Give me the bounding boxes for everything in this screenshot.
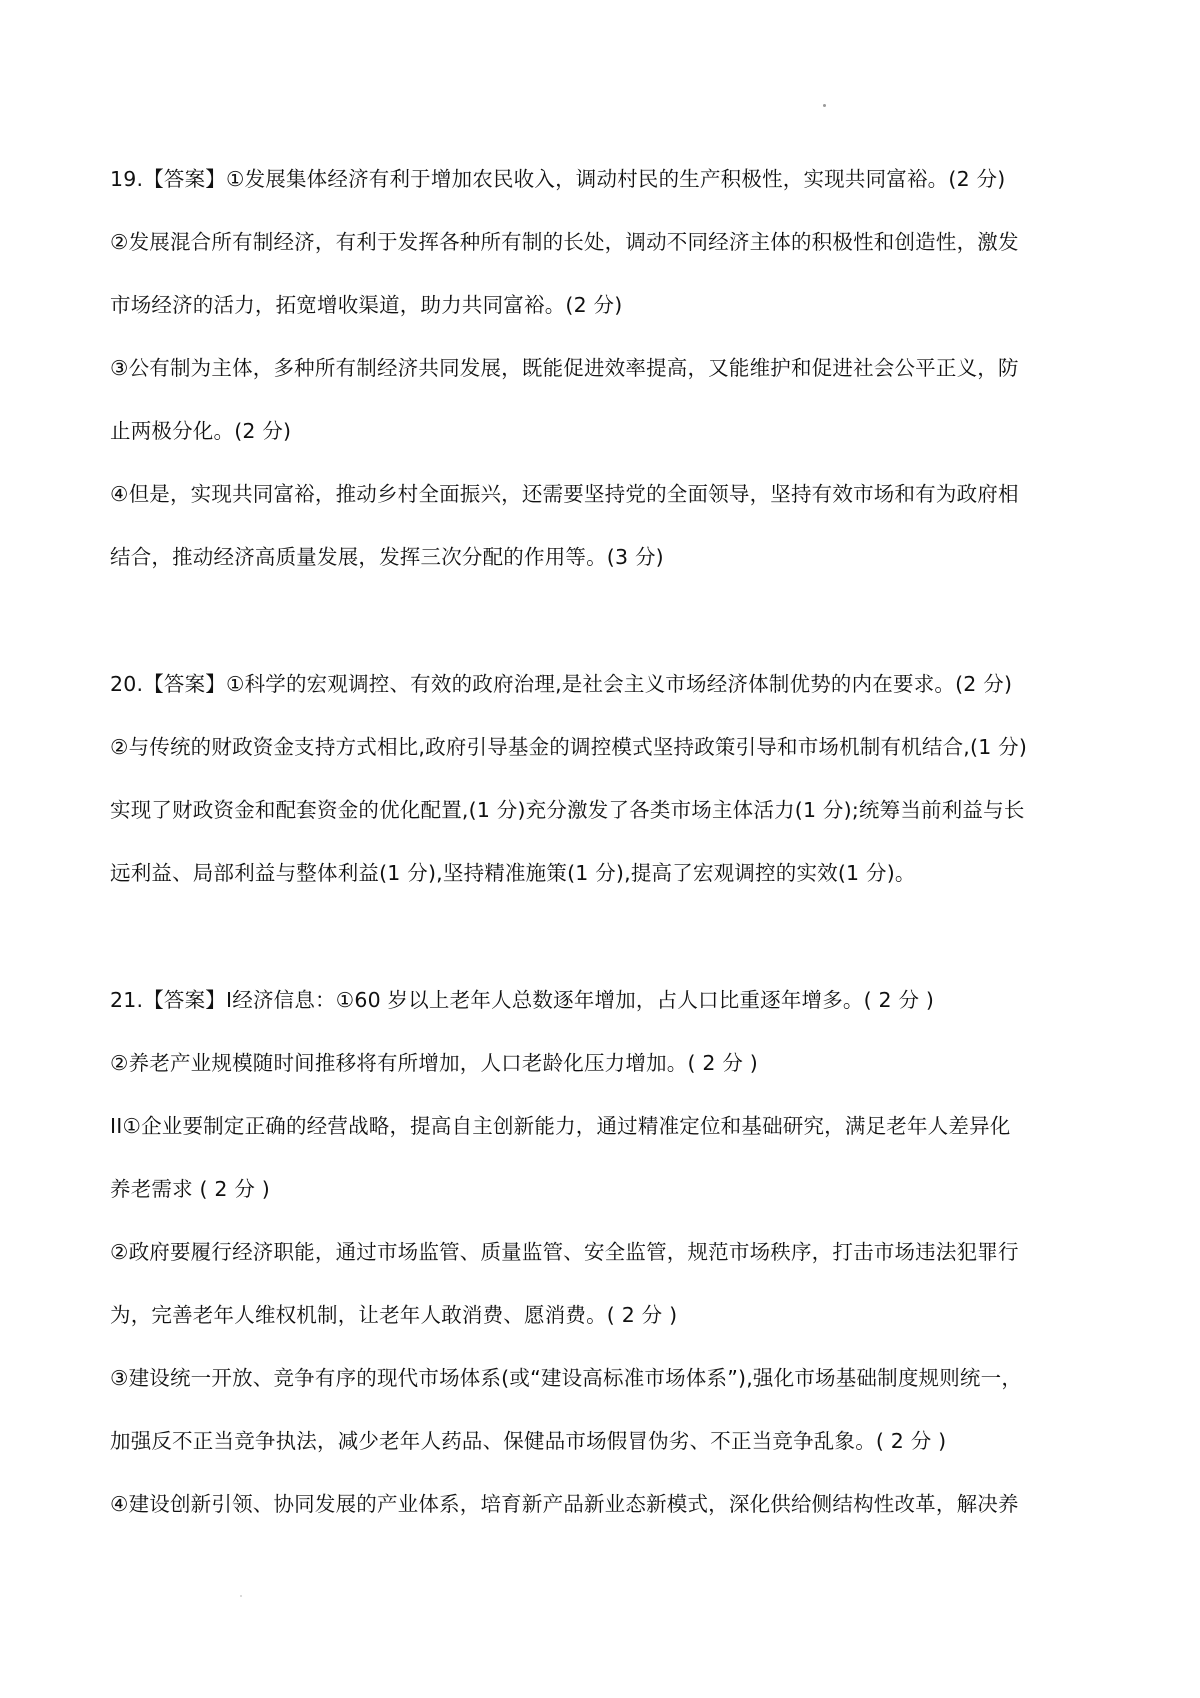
answer-21-line-5: ②政府要履行经济职能，通过市场监管、质量监管、安全监管，规范市场秩序，打击市场违法犯罪行 <box>110 1240 1019 1264</box>
answer-21-line-6: 为，完善老年人维权机制，让老年人敢消费、愿消费。( 2 分 ) <box>110 1303 678 1327</box>
answer-21-line-8: 加强反不正当竞争执法，减少老年人药品、保健品市场假冒伪劣、不正当竞争乱象。( 2 分 ) <box>110 1429 947 1453</box>
answer-20-line-2: ②与传统的财政资金支持方式相比,政府引导基金的调控模式坚持政策引导和市场机制有机结合,(1 分) <box>110 735 1028 759</box>
answer-20-line-1: 20.【答案】①科学的宏观调控、有效的政府治理,是社会主义市场经济体制优势的内在要求。(2 分) <box>110 672 1013 696</box>
answer-21-line-2: ②养老产业规模随时间推移将有所增加，人口老龄化压力增加。( 2 分 ) <box>110 1051 758 1075</box>
answer-21-line-4: 养老需求 ( 2 分 ) <box>110 1177 271 1201</box>
answer-19-line-5: 止两极分化。(2 分) <box>110 419 292 443</box>
answer-21-line-1: 21.【答案】I经济信息：①60 岁以上老年人总数逐年增加，占人口比重逐年增多。( 2 分 ) <box>110 988 935 1012</box>
answer-19-line-4: ③公有制为主体，多种所有制经济共同发展，既能促进效率提高，又能维护和促进社会公平正义，防 <box>110 356 1019 380</box>
scan-speck <box>240 1595 242 1597</box>
scan-speck <box>823 104 826 107</box>
answer-19-line-1: 19.【答案】①发展集体经济有利于增加农民收入，调动村民的生产积极性，实现共同富裕。(2 分) <box>110 167 1006 191</box>
answer-20-line-4: 远利益、局部利益与整体利益(1 分),坚持精准施策(1 分),提高了宏观调控的实效(1 分)。 <box>110 861 916 885</box>
answer-19-line-7: 结合，推动经济高质量发展，发挥三次分配的作用等。(3 分) <box>110 545 664 569</box>
answer-21-line-9: ④建设创新引领、协同发展的产业体系，培育新产品新业态新模式，深化供给侧结构性改革，解决养 <box>110 1492 1019 1516</box>
answer-21-line-7: ③建设统一开放、竞争有序的现代市场体系(或“建设高标准市场体系”),强化市场基础制度规则统一， <box>110 1366 1023 1390</box>
answer-19-line-3: 市场经济的活力，拓宽增收渠道，助力共同富裕。(2 分) <box>110 293 623 317</box>
answer-20-line-3: 实现了财政资金和配套资金的优化配置,(1 分)充分激发了各类市场主体活力(1 分);统筹当前利益与长 <box>110 798 1025 822</box>
answer-19-line-6: ④但是，实现共同富裕，推动乡村全面振兴，还需要坚持党的全面领导，坚持有效市场和有为政府相 <box>110 482 1019 506</box>
answer-19-line-2: ②发展混合所有制经济，有利于发挥各种所有制的长处，调动不同经济主体的积极性和创造性，激发 <box>110 230 1019 254</box>
answer-21-line-3: II①企业要制定正确的经营战略，提高自主创新能力，通过精准定位和基础研究，满足老年人差异化 <box>110 1114 1011 1138</box>
